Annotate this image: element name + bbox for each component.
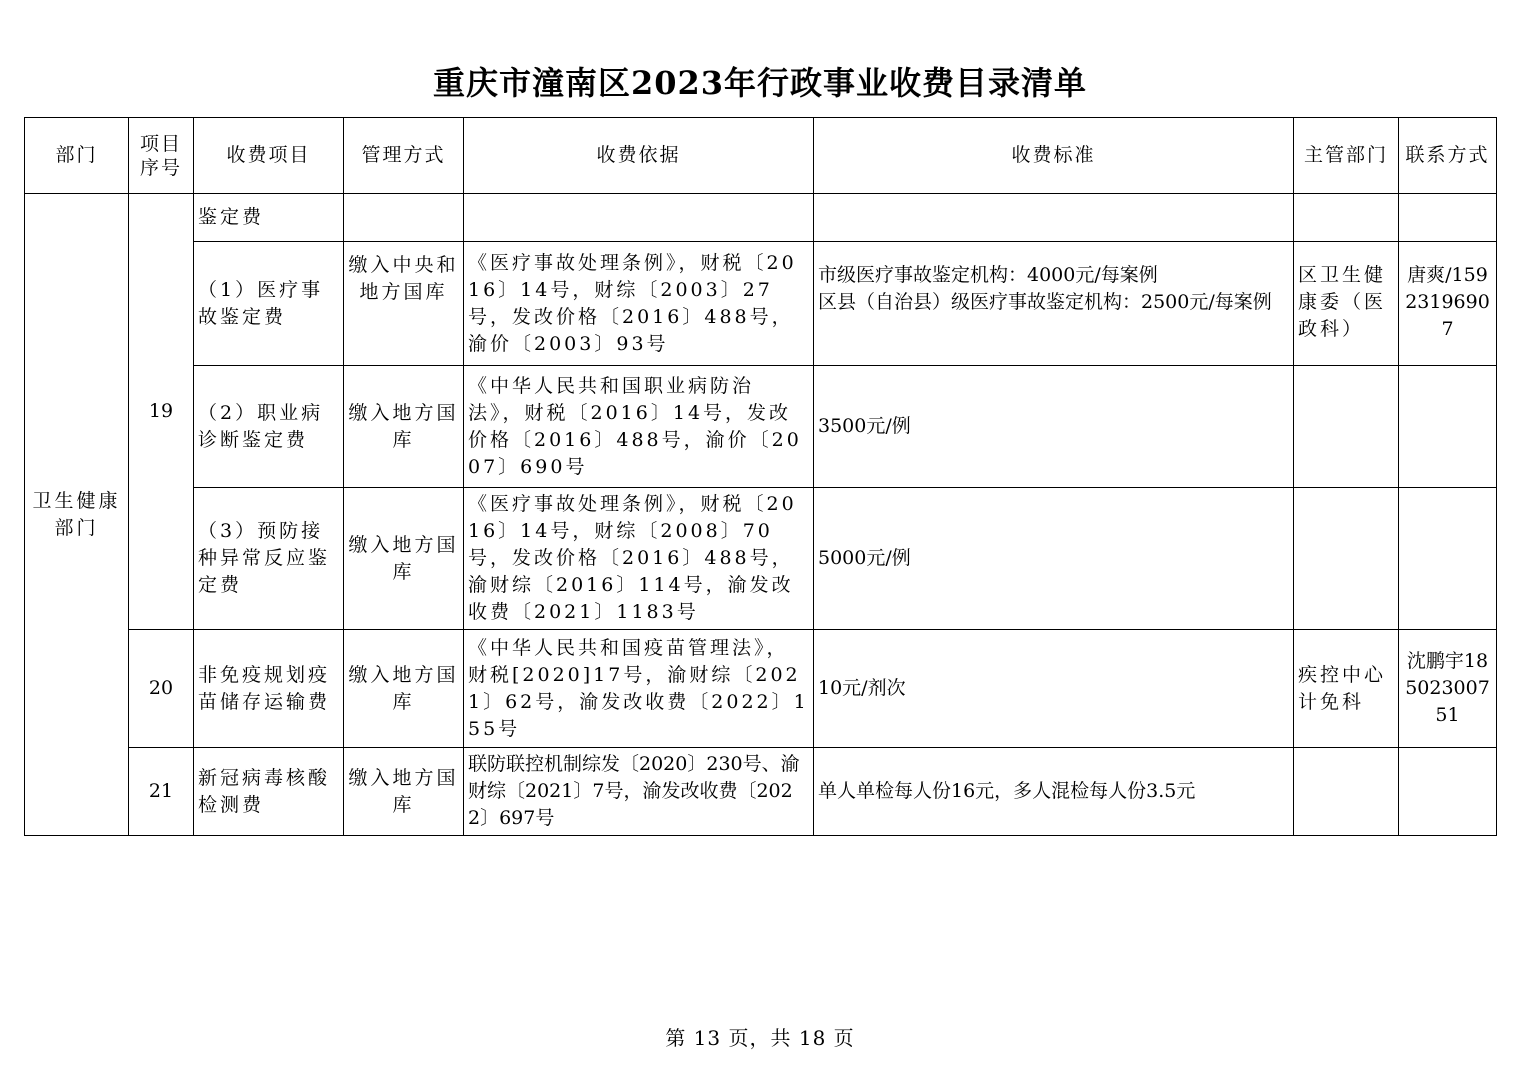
table-row — [25, 630, 1497, 748]
header-management: 管理方式 — [344, 118, 464, 194]
management-cell: 缴入中央和地方国库 — [344, 242, 464, 366]
fee-item-cell: 鉴定费 — [194, 194, 344, 242]
department-cell: 卫生健康部门 — [25, 194, 129, 836]
authority-cell: 区卫生健康委（医政科） — [1294, 242, 1399, 366]
management-cell: 缴入地方国库 — [344, 630, 464, 748]
authority-cell — [1294, 194, 1399, 242]
header-contact: 联系方式 — [1399, 118, 1497, 194]
management-cell: 缴入地方国库 — [344, 748, 464, 836]
authority-cell — [1294, 488, 1399, 630]
standard-cell: 市级医疗事故鉴定机构：4000元/每案例 区县（自治县）级医疗事故鉴定机构：2500元/每案例 — [814, 242, 1294, 366]
fee-table — [24, 117, 1497, 836]
management-cell — [344, 194, 464, 242]
basis-cell: 《中华人民共和国职业病防治法》，财税〔2016〕14号，发改价格〔2016〕488号，渝价〔2007〕690号 — [464, 366, 814, 488]
fee-item-cell: 非免疫规划疫苗储存运输费 — [194, 630, 344, 748]
standard-cell: 3500元/例 — [814, 366, 1294, 488]
fee-item-cell: （2）职业病诊断鉴定费 — [194, 366, 344, 488]
basis-cell: 联防联控机制综发〔2020〕230号、渝财综〔2021〕7号，渝发改收费〔2022〕697号 — [464, 748, 814, 836]
standard-cell — [814, 194, 1294, 242]
item-no-cell: 21 — [129, 748, 194, 836]
table-row — [25, 366, 1497, 488]
authority-cell — [1294, 366, 1399, 488]
page-number: 第 13 页，共 18 页 — [665, 1026, 855, 1050]
fee-item-cell: 新冠病毒核酸检测费 — [194, 748, 344, 836]
contact-cell — [1399, 366, 1497, 488]
basis-cell: 《医疗事故处理条例》，财税〔2016〕14号，财综〔2008〕70号，发改价格〔2016〕488号，渝财综〔2016〕114号，渝发改收费〔2021〕1183号 — [464, 488, 814, 630]
header-basis: 收费依据 — [464, 118, 814, 194]
standard-cell: 单人单检每人份16元，多人混检每人份3.5元 — [814, 748, 1294, 836]
fee-item-cell: （3）预防接种异常反应鉴定费 — [194, 488, 344, 630]
contact-cell — [1399, 488, 1497, 630]
header-standard: 收费标准 — [814, 118, 1294, 194]
contact-cell: 唐爽/15923196907 — [1399, 242, 1497, 366]
header-fee-item: 收费项目 — [194, 118, 344, 194]
table-row — [25, 242, 1497, 366]
table-row — [25, 748, 1497, 836]
fee-item-cell: （1）医疗事故鉴定费 — [194, 242, 344, 366]
basis-cell: 《医疗事故处理条例》，财税〔2016〕14号，财综〔2003〕27号，发改价格〔2016〕488号，渝价〔2003〕93号 — [464, 242, 814, 366]
contact-cell: 沈鹏宇18502300751 — [1399, 630, 1497, 748]
contact-cell — [1399, 194, 1497, 242]
item-no-cell: 19 — [129, 194, 194, 630]
management-cell: 缴入地方国库 — [344, 366, 464, 488]
standard-cell: 5000元/例 — [814, 488, 1294, 630]
authority-cell — [1294, 748, 1399, 836]
item-no-cell: 20 — [129, 630, 194, 748]
basis-cell — [464, 194, 814, 242]
header-authority: 主管部门 — [1294, 118, 1399, 194]
page-title: 重庆市潼南区2023年行政事业收费目录清单 — [432, 64, 1088, 102]
contact-cell — [1399, 748, 1497, 836]
header-row — [25, 118, 1497, 194]
standard-cell: 10元/剂次 — [814, 630, 1294, 748]
header-department: 部门 — [25, 118, 129, 194]
table-row — [25, 488, 1497, 630]
table-row — [25, 194, 1497, 242]
basis-cell: 《中华人民共和国疫苗管理法》，财税[2020]17号，渝财综〔2021〕62号，渝发改收费〔2022〕155号 — [464, 630, 814, 748]
header-item-no: 项目 序号 — [129, 118, 194, 194]
authority-cell: 疾控中心计免科 — [1294, 630, 1399, 748]
management-cell: 缴入地方国库 — [344, 488, 464, 630]
